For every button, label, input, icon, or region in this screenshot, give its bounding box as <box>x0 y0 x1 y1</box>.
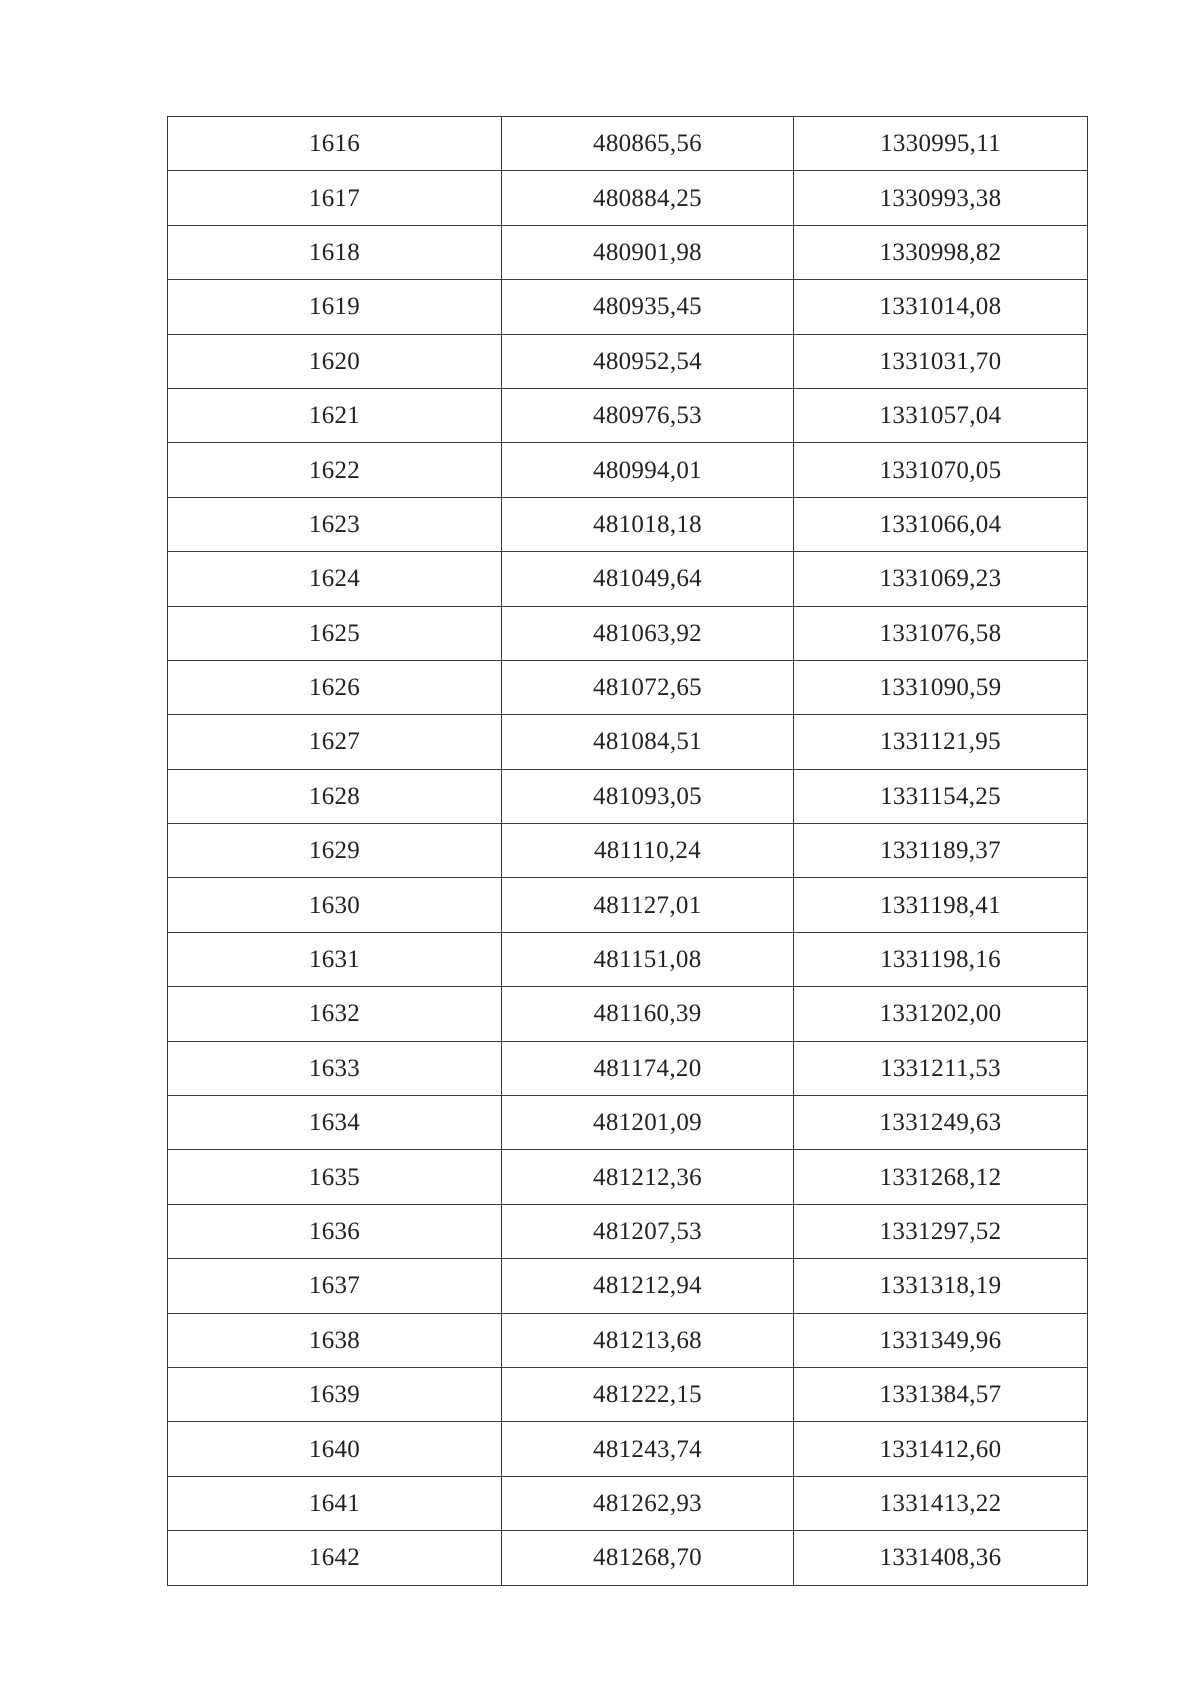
x-coordinate-cell: 481127,01 <box>502 878 794 932</box>
x-coordinate-cell: 481018,18 <box>502 497 794 551</box>
x-coordinate-cell: 480884,25 <box>502 171 794 225</box>
table-row <box>168 769 1088 823</box>
point-number-cell: 1637 <box>168 1259 502 1313</box>
y-coordinate-cell: 1331384,57 <box>794 1367 1088 1421</box>
point-number-cell: 1633 <box>168 1041 502 1095</box>
x-coordinate-cell: 480952,54 <box>502 334 794 388</box>
x-coordinate-cell: 481212,36 <box>502 1150 794 1204</box>
point-number-cell: 1618 <box>168 225 502 279</box>
table-row <box>168 552 1088 606</box>
point-number-cell: 1628 <box>168 769 502 823</box>
y-coordinate-cell: 1331202,00 <box>794 987 1088 1041</box>
point-number-cell: 1630 <box>168 878 502 932</box>
x-coordinate-cell: 480976,53 <box>502 388 794 442</box>
y-coordinate-cell: 1331121,95 <box>794 715 1088 769</box>
x-coordinate-cell: 481213,68 <box>502 1313 794 1367</box>
y-coordinate-cell: 1331031,70 <box>794 334 1088 388</box>
table-row <box>168 1367 1088 1421</box>
y-coordinate-cell: 1331211,53 <box>794 1041 1088 1095</box>
coordinates-table <box>167 116 1088 1586</box>
table-row <box>168 660 1088 714</box>
x-coordinate-cell: 480901,98 <box>502 225 794 279</box>
point-number-cell: 1625 <box>168 606 502 660</box>
table-row <box>168 878 1088 932</box>
y-coordinate-cell: 1330998,82 <box>794 225 1088 279</box>
table-row <box>168 334 1088 388</box>
x-coordinate-cell: 481063,92 <box>502 606 794 660</box>
x-coordinate-cell: 481151,08 <box>502 932 794 986</box>
point-number-cell: 1641 <box>168 1476 502 1530</box>
point-number-cell: 1621 <box>168 388 502 442</box>
y-coordinate-cell: 1331189,37 <box>794 824 1088 878</box>
x-coordinate-cell: 481262,93 <box>502 1476 794 1530</box>
table-row <box>168 280 1088 334</box>
table-row <box>168 1096 1088 1150</box>
y-coordinate-cell: 1331070,05 <box>794 443 1088 497</box>
y-coordinate-cell: 1331297,52 <box>794 1204 1088 1258</box>
point-number-cell: 1624 <box>168 552 502 606</box>
x-coordinate-cell: 481049,64 <box>502 552 794 606</box>
table-row <box>168 171 1088 225</box>
y-coordinate-cell: 1331413,22 <box>794 1476 1088 1530</box>
y-coordinate-cell: 1331198,16 <box>794 932 1088 986</box>
y-coordinate-cell: 1331249,63 <box>794 1096 1088 1150</box>
x-coordinate-cell: 481201,09 <box>502 1096 794 1150</box>
y-coordinate-cell: 1331318,19 <box>794 1259 1088 1313</box>
x-coordinate-cell: 481268,70 <box>502 1531 794 1585</box>
table-row <box>168 932 1088 986</box>
y-coordinate-cell: 1330995,11 <box>794 117 1088 171</box>
table-row <box>168 1422 1088 1476</box>
point-number-cell: 1632 <box>168 987 502 1041</box>
table-row <box>168 824 1088 878</box>
x-coordinate-cell: 481243,74 <box>502 1422 794 1476</box>
point-number-cell: 1635 <box>168 1150 502 1204</box>
table-row <box>168 117 1088 171</box>
x-coordinate-cell: 481212,94 <box>502 1259 794 1313</box>
x-coordinate-cell: 481207,53 <box>502 1204 794 1258</box>
x-coordinate-cell: 480994,01 <box>502 443 794 497</box>
table-row <box>168 1204 1088 1258</box>
point-number-cell: 1631 <box>168 932 502 986</box>
point-number-cell: 1626 <box>168 660 502 714</box>
table-row <box>168 1150 1088 1204</box>
table-row <box>168 388 1088 442</box>
x-coordinate-cell: 480935,45 <box>502 280 794 334</box>
table-row <box>168 1531 1088 1585</box>
y-coordinate-cell: 1331349,96 <box>794 1313 1088 1367</box>
x-coordinate-cell: 481174,20 <box>502 1041 794 1095</box>
coordinates-table-body <box>168 117 1088 1586</box>
table-row <box>168 443 1088 497</box>
x-coordinate-cell: 481110,24 <box>502 824 794 878</box>
point-number-cell: 1623 <box>168 497 502 551</box>
table-row <box>168 715 1088 769</box>
y-coordinate-cell: 1331090,59 <box>794 660 1088 714</box>
y-coordinate-cell: 1331014,08 <box>794 280 1088 334</box>
table-row <box>168 1041 1088 1095</box>
y-coordinate-cell: 1331412,60 <box>794 1422 1088 1476</box>
table-row <box>168 987 1088 1041</box>
table-row <box>168 1476 1088 1530</box>
point-number-cell: 1642 <box>168 1531 502 1585</box>
table-row <box>168 1259 1088 1313</box>
y-coordinate-cell: 1330993,38 <box>794 171 1088 225</box>
x-coordinate-cell: 481093,05 <box>502 769 794 823</box>
point-number-cell: 1634 <box>168 1096 502 1150</box>
table-row <box>168 606 1088 660</box>
point-number-cell: 1636 <box>168 1204 502 1258</box>
y-coordinate-cell: 1331076,58 <box>794 606 1088 660</box>
y-coordinate-cell: 1331154,25 <box>794 769 1088 823</box>
y-coordinate-cell: 1331268,12 <box>794 1150 1088 1204</box>
y-coordinate-cell: 1331408,36 <box>794 1531 1088 1585</box>
point-number-cell: 1616 <box>168 117 502 171</box>
point-number-cell: 1622 <box>168 443 502 497</box>
table-row <box>168 1313 1088 1367</box>
point-number-cell: 1629 <box>168 824 502 878</box>
point-number-cell: 1639 <box>168 1367 502 1421</box>
y-coordinate-cell: 1331198,41 <box>794 878 1088 932</box>
y-coordinate-cell: 1331066,04 <box>794 497 1088 551</box>
table-row <box>168 497 1088 551</box>
x-coordinate-cell: 481222,15 <box>502 1367 794 1421</box>
point-number-cell: 1617 <box>168 171 502 225</box>
x-coordinate-cell: 481084,51 <box>502 715 794 769</box>
x-coordinate-cell: 481072,65 <box>502 660 794 714</box>
point-number-cell: 1619 <box>168 280 502 334</box>
y-coordinate-cell: 1331069,23 <box>794 552 1088 606</box>
point-number-cell: 1640 <box>168 1422 502 1476</box>
point-number-cell: 1627 <box>168 715 502 769</box>
table-row <box>168 225 1088 279</box>
point-number-cell: 1620 <box>168 334 502 388</box>
y-coordinate-cell: 1331057,04 <box>794 388 1088 442</box>
x-coordinate-cell: 480865,56 <box>502 117 794 171</box>
x-coordinate-cell: 481160,39 <box>502 987 794 1041</box>
point-number-cell: 1638 <box>168 1313 502 1367</box>
